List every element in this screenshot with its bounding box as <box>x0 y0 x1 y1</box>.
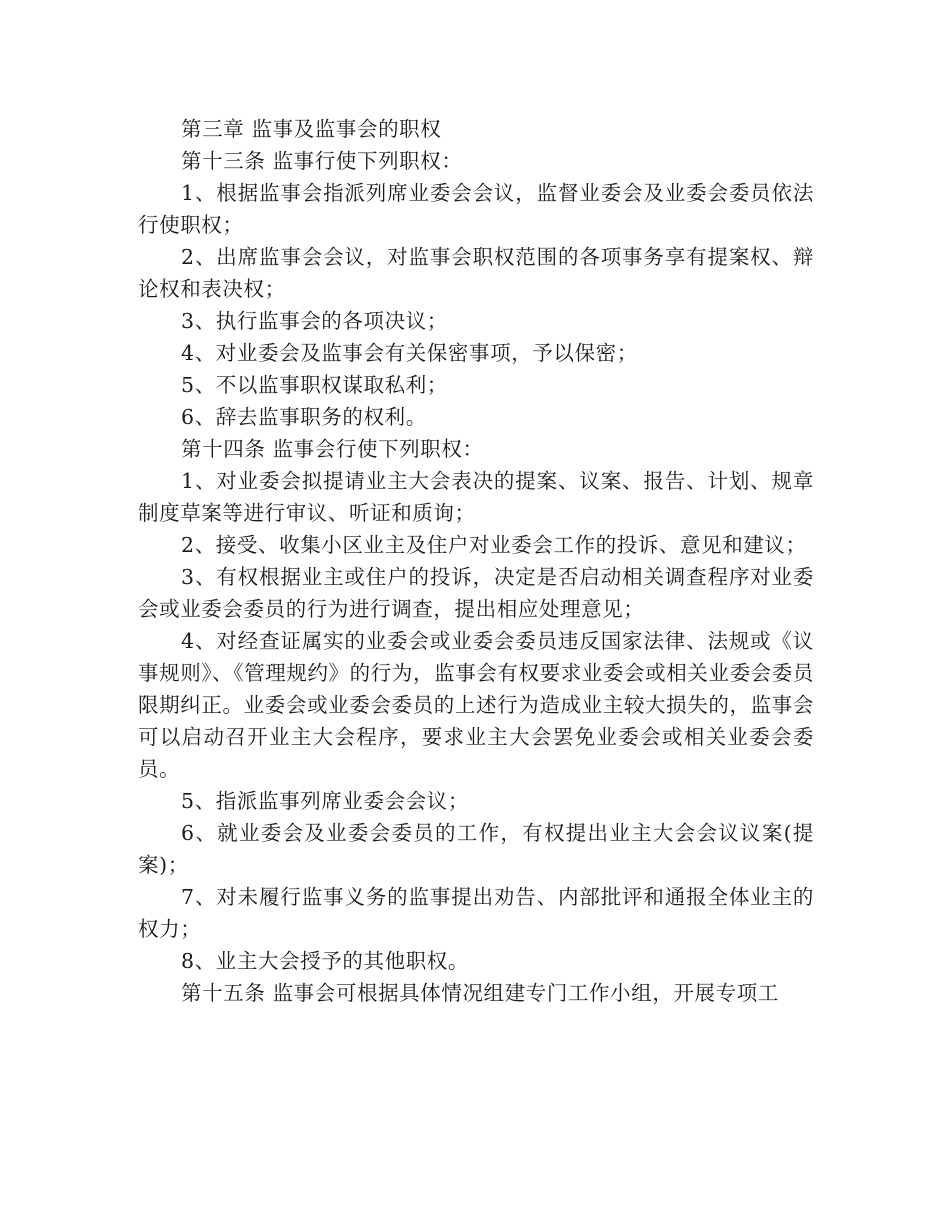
article-14-item-1: 1、对业委会拟提请业主大会表决的提案、议案、报告、计划、规章制度草案等进行审议、听证和质询； <box>138 469 814 525</box>
article-13-item-3: 3、执行监事会的各项决议； <box>181 309 448 333</box>
document-page <box>138 113 814 1009</box>
article-14-heading: 第十四条 监事会行使下列职权： <box>181 437 484 461</box>
article-15-heading: 第十五条 监事会可根据具体情况组建专门工作小组，开展专项工 <box>181 981 779 1005</box>
article-13-item-2: 2、出席监事会会议，对监事会职权范围的各项事务享有提案权、辩论权和表决权； <box>138 245 814 301</box>
article-14-item-8: 8、业主大会授予的其他职权。 <box>181 949 469 973</box>
article-14-item-3: 3、有权根据业主或住户的投诉，决定是否启动相关调查程序对业委会或业委会委员的行为进行调查，提出相应处理意见； <box>138 565 814 621</box>
article-13-item-5: 5、不以监事职权谋取私利； <box>181 373 448 397</box>
article-13-item-1: 1、根据监事会指派列席业委会会议，监督业委会及业委会委员依法行使职权； <box>138 181 814 237</box>
article-14-item-4: 4、对经查证属实的业委会或业委会委员违反国家法律、法规或《议事规则》、《管理规约》的行为，监事会有权要求业委会或相关业委会委员限期纠正。业委会或业委会委员的上述行为造成业主较大损失的，监事会可以启动召开业主大会程序，要求业主大会罢免业委会或相关业委会委员。 <box>138 629 814 781</box>
article-14-item-2: 2、接受、收集小区业主及住户对业委会工作的投诉、意见和建议； <box>181 533 807 557</box>
chapter-heading: 第三章 监事及监事会的职权 <box>181 117 442 141</box>
article-13-item-4: 4、对业委会及监事会有关保密事项，予以保密； <box>181 341 638 365</box>
article-14-item-6: 6、就业委会及业委会委员的工作，有权提出业主大会会议议案(提案)； <box>138 821 814 877</box>
article-14-item-5: 5、指派监事列席业委会会议； <box>181 789 469 813</box>
article-13-item-6: 6、辞去监事职务的权利。 <box>181 405 427 429</box>
article-13-heading: 第十三条 监事行使下列职权： <box>181 149 463 173</box>
article-14-item-7: 7、对未履行监事义务的监事提出劝告、内部批评和通报全体业主的权力； <box>138 885 814 941</box>
